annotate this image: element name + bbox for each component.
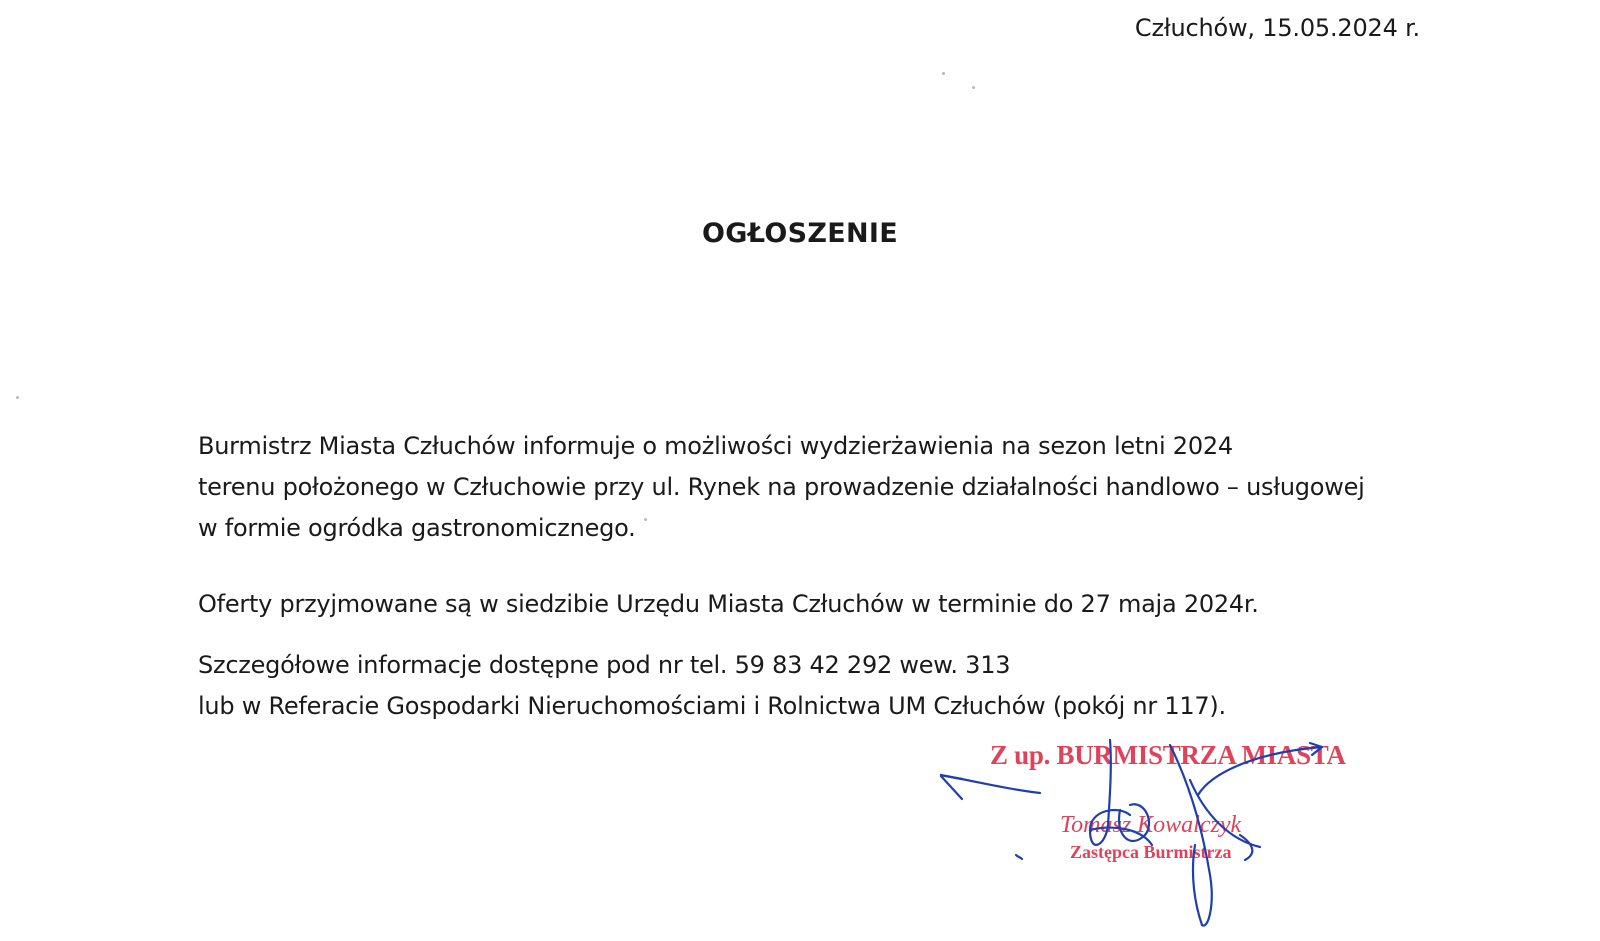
scan-speck [942,72,945,75]
paragraph-line: w formie ogródka gastronomicznego. [198,514,636,542]
scan-speck [972,86,975,89]
scan-speck [16,396,19,399]
paragraph-line: Burmistrz Miasta Człuchów informuje o możliwości wydzierżawienia na sezon letni 2024 [198,432,1233,460]
stamp-authorization: Z up. BURMISTRZA MIASTA [990,740,1346,770]
official-stamp [940,740,1360,940]
paragraph-line: lub w Referacie Gospodarki Nieruchomościami i Rolnictwa UM Człuchów (pokój nr 117). [198,692,1226,720]
paragraph-contact [198,645,1458,727]
place-date: Człuchów, 15.05.2024 r. [1134,14,1420,42]
stamp-role: Zastępca Burmistrza [1070,842,1232,862]
paragraph-offers [198,584,1458,625]
paragraph-line: Szczegółowe informacje dostępne pod nr tel. 59 83 42 292 wew. 313 [198,651,1011,679]
stamp-name: Tomasz Kowalczyk [1060,812,1242,838]
document-title: OGŁOSZENIE [702,218,898,249]
paragraph-line: Oferty przyjmowane są w siedzibie Urzędu Miasta Człuchów w terminie do 27 maja 2024r. [198,590,1259,618]
paragraph-lease-info [198,426,1458,549]
paragraph-line: terenu położonego w Człuchowie przy ul. Rynek na prowadzenie działalności handlowo – usługowej [198,473,1365,501]
